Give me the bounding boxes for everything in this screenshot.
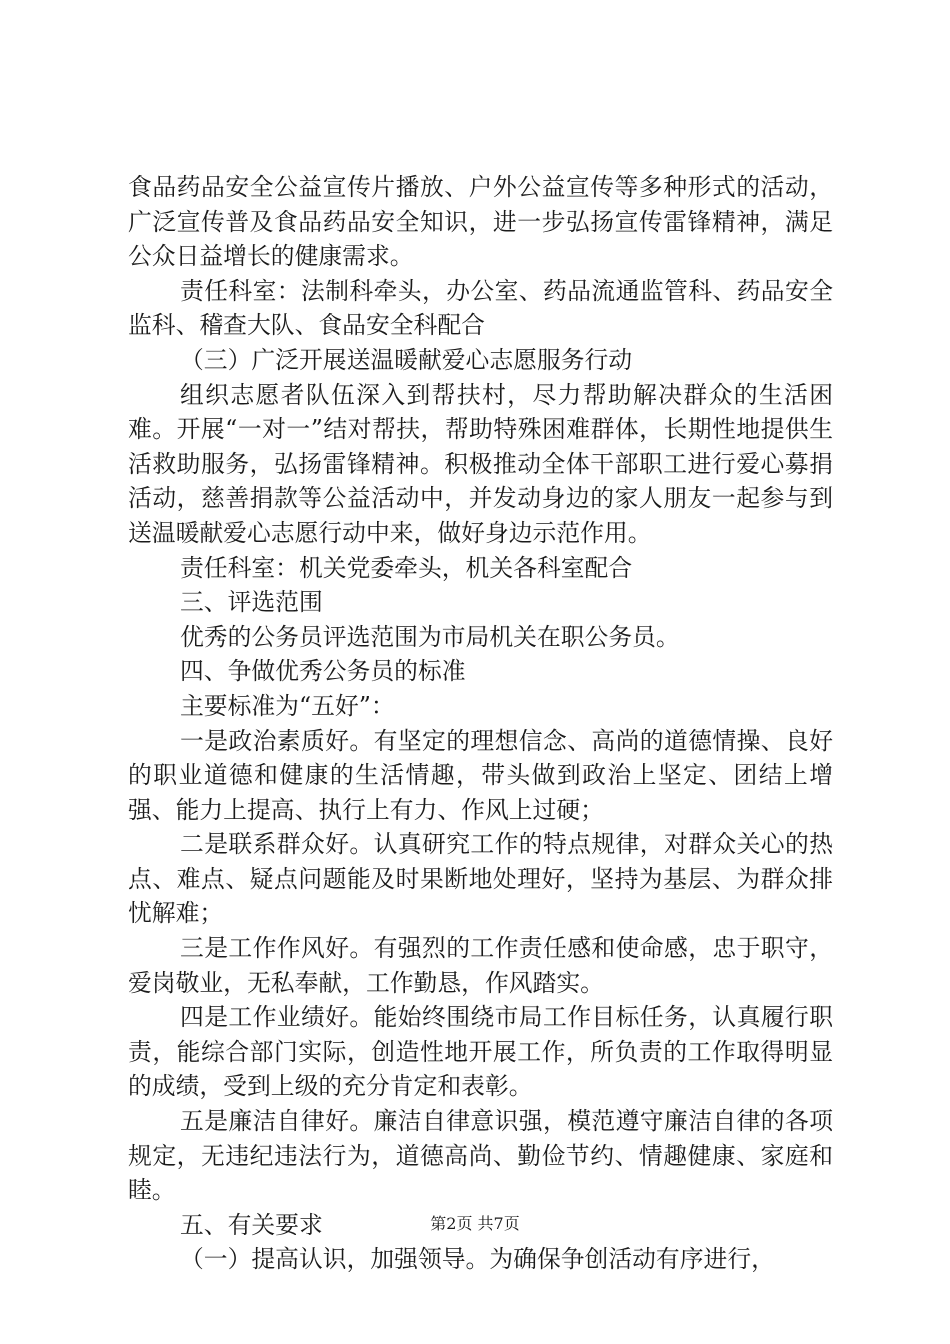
paragraph: 三是工作作风好。有强烈的工作责任感和使命感，忠于职守，爱岗敬业，无私奉献，工作勤恳，作风踏实。: [128, 934, 833, 997]
paragraph: 四是工作业绩好。能始终围绕市局工作目标任务，认真履行职责，能综合部门实际，创造性地开展工作，所负责的工作取得明显的成绩，受到上级的充分肯定和表彰。: [128, 1003, 833, 1101]
paragraph: 五、有关要求: [180, 1210, 323, 1239]
paragraph: 组织志愿者队伍深入到帮扶村，尽力帮助解决群众的生活困难。开展“一对一”结对帮扶，帮助特殊困难群体，长期性地提供生活救助服务，弘扬雷锋精神。积极推动全体干部职工进行爱心募捐活动，慈善捐款等公益活动中，并发动身边的家人朋友一起参与到送温暖献爱心志愿行动中来，做好身边示范作用。: [128, 380, 833, 547]
document-body: [128, 170, 833, 1277]
paragraph: 责任科室：法制科牵头，办公室、药品流通监管科、药品安全监科、稽查大队、食品安全科配合: [128, 276, 833, 340]
paragraph: 二是联系群众好。认真研究工作的特点规律，对群众关心的热点、难点、疑点问题能及时果断地处理好，坚持为基层、为群众排忧解难；: [128, 830, 833, 928]
paragraph: 优秀的公务员评选范围为市局机关在职公务员。: [180, 622, 680, 651]
page-footer: 第2页 共7页: [430, 1214, 520, 1233]
paragraph: 五是廉洁自律好。廉洁自律意识强，模范遵守廉洁自律的各项规定，无违纪违法行为，道德高尚、勤俭节约、情趣健康、家庭和睦。: [128, 1107, 833, 1205]
paragraph: 一是政治素质好。有坚定的理想信念、高尚的道德情操、良好的职业道德和健康的生活情趣，带头做到政治上坚定、团结上增强、能力上提高、执行上有力、作风上过硬；: [128, 726, 833, 824]
paragraph: 四、争做优秀公务员的标准: [180, 657, 466, 686]
paragraph: （一）提高认识，加强领导。为确保争创活动有序进行，: [180, 1245, 775, 1274]
paragraph: 责任科室：机关党委牵头，机关各科室配合: [180, 553, 633, 582]
paragraph: 食品药品安全公益宣传片播放、户外公益宣传等多种形式的活动，广泛宣传普及食品药品安全知识，进一步弘扬宣传雷锋精神，满足公众日益增长的健康需求。: [128, 173, 833, 271]
paragraph: （三）广泛开展送温暖献爱心志愿服务行动: [180, 345, 633, 374]
paragraph: 三、评选范围: [180, 588, 323, 617]
paragraph: 主要标准为“五好”：: [180, 691, 395, 720]
